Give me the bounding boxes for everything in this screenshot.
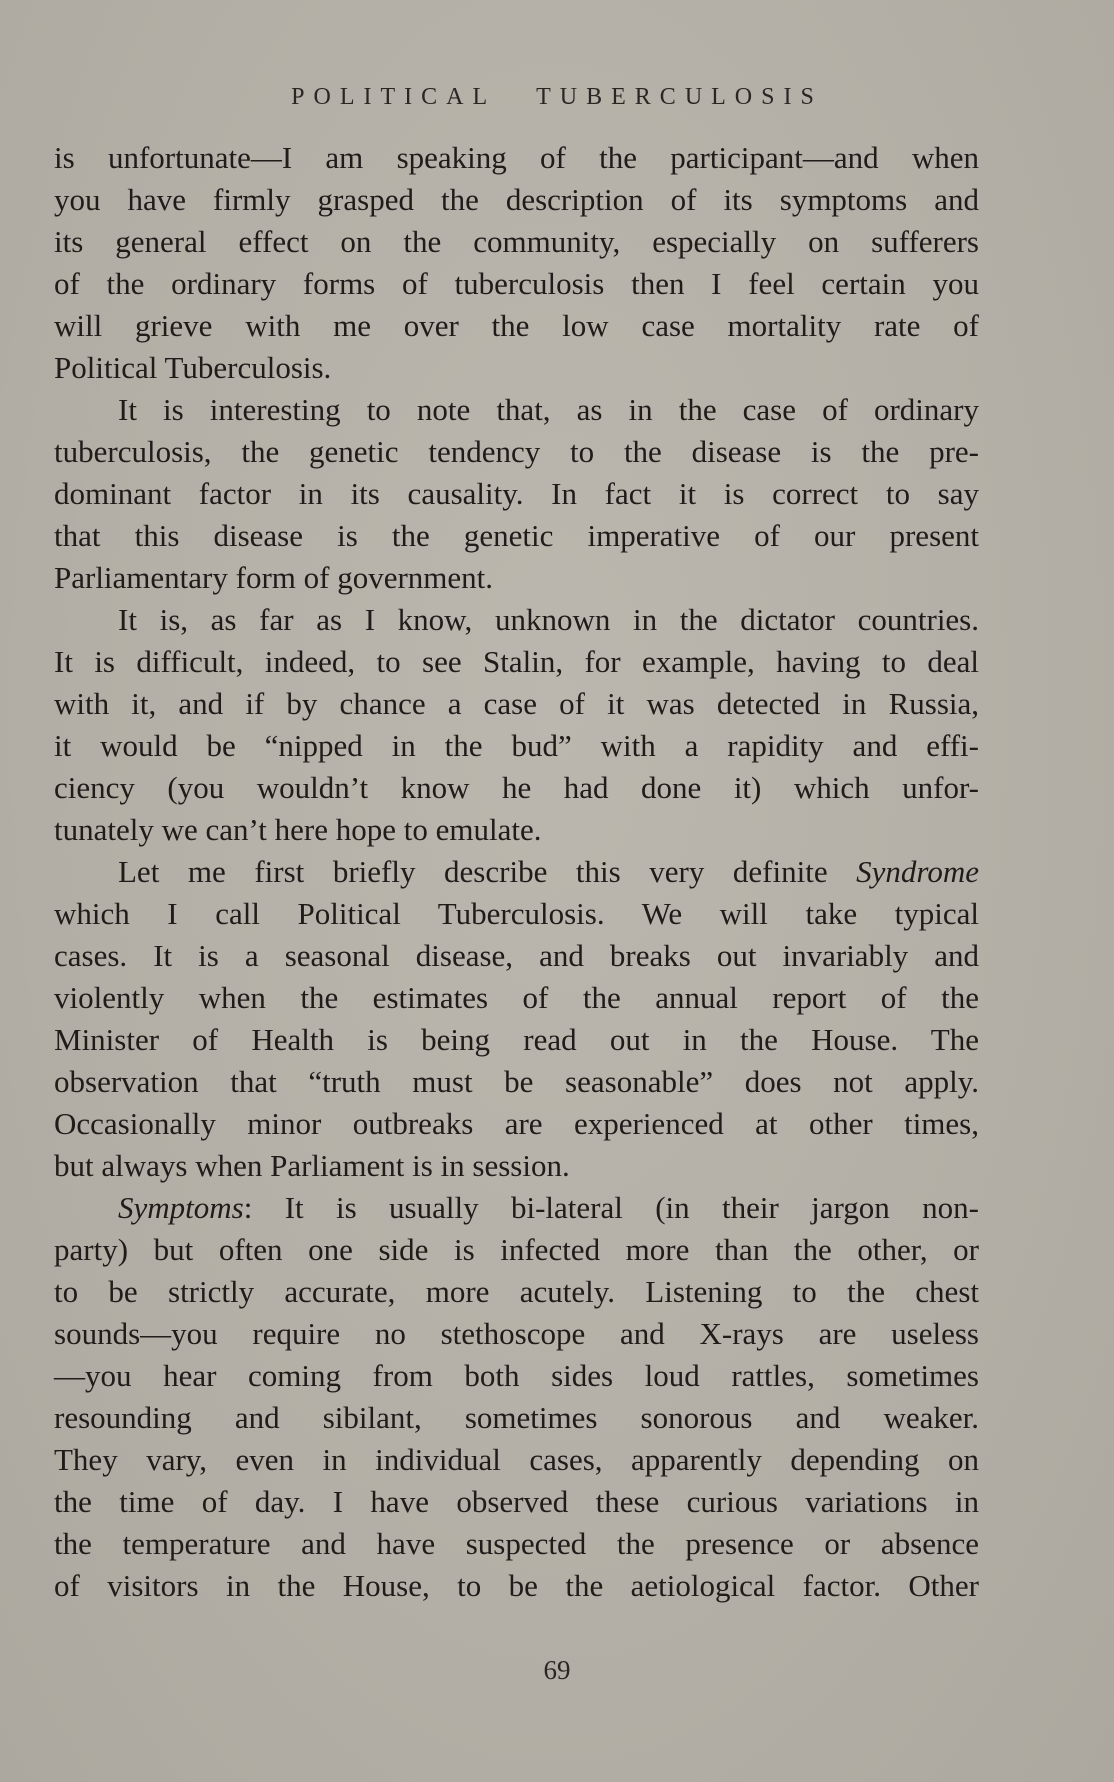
running-head-left: POLITICAL: [291, 84, 497, 110]
text-line: observation that “truth must be seasonable” does not apply.: [54, 1064, 979, 1099]
text-line: sounds—you require no stethoscope and X-rays are useless: [54, 1316, 979, 1351]
text-line-mixed: [54, 851, 979, 893]
running-head-right: TUBERCULOSIS: [536, 84, 823, 110]
text-line: resounding and sibilant, sometimes sonorous and weaker.: [54, 1400, 979, 1435]
text-line: party) but often one side is infected more than the other, or: [54, 1232, 979, 1267]
text-line: It is difficult, indeed, to see Stalin, for example, having to deal: [54, 644, 979, 679]
text-line: tuberculosis, the genetic tendency to the disease is the pre-: [54, 434, 979, 469]
text-line: It is, as far as I know, unknown in the dictator countries.: [118, 602, 979, 637]
emphasis-syndrome: Syndrome: [856, 854, 979, 889]
emphasis-symptoms: Symptoms: [118, 1190, 244, 1225]
text-line: it would be “nipped in the bud” with a rapidity and effi-: [54, 728, 979, 763]
text-line: the temperature and have suspected the presence or absence: [54, 1526, 979, 1561]
text-line: cases. It is a seasonal disease, and breaks out invariably and: [54, 938, 979, 973]
text-line: of the ordinary forms of tuberculosis then I feel certain you: [54, 266, 979, 301]
text-line: of visitors in the House, to be the aetiological factor. Other: [54, 1568, 979, 1603]
text-line: tunately we can’t here hope to emulate.: [54, 812, 542, 847]
text-line: dominant factor in its causality. In fact it is correct to say: [54, 476, 979, 511]
text-line: It is interesting to note that, as in the case of ordinary: [118, 392, 979, 427]
text-run: Let me first briefly describe this very definite: [118, 854, 857, 889]
body-text: [54, 137, 979, 1607]
text-line: is unfortunate—I am speaking of the participant—and when: [54, 140, 979, 175]
page-number: 69: [543, 1655, 571, 1685]
text-line: ciency (you wouldn’t know he had done it) which unfor-: [54, 770, 979, 805]
text-run: : It is usually bi-lateral (in their jargon non-: [243, 1190, 979, 1225]
text-line: Parliamentary form of government.: [54, 560, 494, 595]
text-line: Political Tuberculosis.: [54, 350, 332, 385]
text-line: its general effect on the community, especially on sufferers: [54, 224, 979, 259]
text-line: Occasionally minor outbreaks are experienced at other times,: [54, 1106, 979, 1141]
text-line: violently when the estimates of the annual report of the: [54, 980, 979, 1015]
text-line: will grieve with me over the low case mortality rate of: [54, 308, 979, 343]
text-line: the time of day. I have observed these curious variations in: [54, 1484, 979, 1519]
text-line: with it, and if by chance a case of it was detected in Russia,: [54, 686, 979, 721]
text-line: but always when Parliament is in session.: [54, 1148, 570, 1183]
text-line: Minister of Health is being read out in the House. The: [54, 1022, 979, 1057]
text-line: —you hear coming from both sides loud rattles, sometimes: [54, 1358, 979, 1393]
text-line: to be strictly accurate, more acutely. Listening to the chest: [54, 1274, 979, 1309]
text-line: that this disease is the genetic imperative of our present: [54, 518, 979, 553]
text-line: They vary, even in individual cases, apparently depending on: [54, 1442, 979, 1477]
text-line: you have firmly grasped the description of its symptoms and: [54, 182, 979, 217]
text-line: which I call Political Tuberculosis. We will take typical: [54, 896, 979, 931]
text-line-mixed: [54, 1187, 979, 1229]
running-head: [0, 84, 1114, 111]
